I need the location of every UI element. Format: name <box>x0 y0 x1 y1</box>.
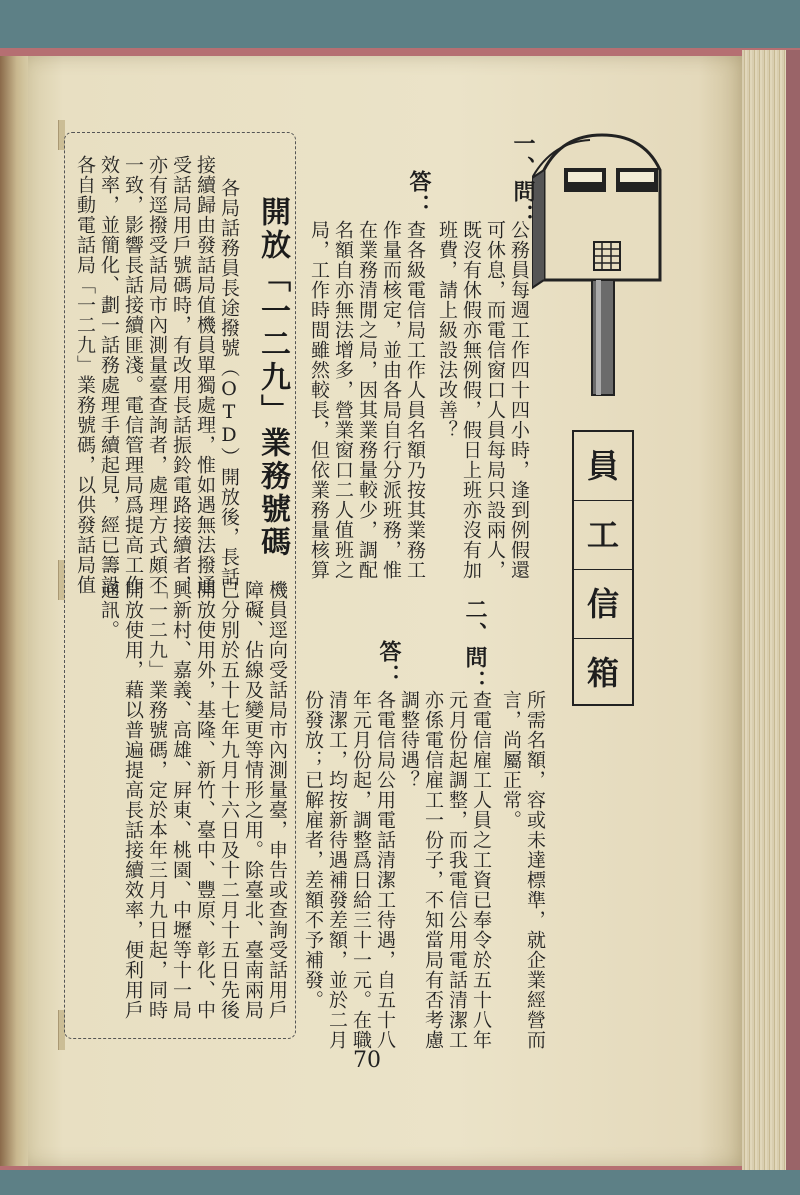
phone-booth-illustration <box>532 130 672 400</box>
text-column: 可休息，而電信窗口人員每局只設兩人， <box>484 220 506 580</box>
text-column: 元月份起調整，而我電信公用電話清潔工 <box>446 690 468 1050</box>
text-column: 調整待遇？ <box>398 690 420 790</box>
text-column: 所需名額，容或未達標準，就企業經營而 <box>524 690 546 1050</box>
text-column: 一致，影響長話接續匪淺。電信管理局爲提高工作 <box>122 155 144 595</box>
text-column: 各自動電話局「一二九」業務號碼，以供發話局值 <box>74 155 96 595</box>
text-column: 亦係電信雇工一份子，不知當局有否考慮 <box>422 690 444 1050</box>
text-column: 障礙、佔線及變更等情形之用。除臺北、臺南兩局 <box>242 580 264 1020</box>
text-column: 公務員每週工作四十四小時，逢到例假還 <box>508 220 530 580</box>
text-column: 接續歸由發話局值機員單獨處理，惟如遇無法撥通 <box>194 155 216 595</box>
book-spine <box>0 56 28 1166</box>
text-column: 開放使用外，基隆、新竹、臺中、豐原、彰化、中 <box>194 580 216 1020</box>
text-column: 通訊。 <box>98 580 120 640</box>
text-column: 既沒有休假亦無例假，假日上班亦沒有加 <box>460 220 482 580</box>
text-column: 效率，並簡化、劃一話務處理手續起見，經已籌設 <box>98 155 120 595</box>
text-column: 名額自亦無法增多，營業窗口二人值班之 <box>332 220 354 580</box>
text-column: 查電信雇工人員之工資已奉令於五十八年 <box>470 690 492 1050</box>
page-number: 70 <box>353 1048 381 1073</box>
text-column: 各電信局公用電話清潔工待遇，自五十八 <box>374 690 396 1050</box>
text-column: 亦有逕撥受話局市內測量臺查詢者，處理方式頗不 <box>146 155 168 595</box>
text-column: 已分別於五十七年九月十六日及十二月十五日先後 <box>218 580 240 1020</box>
text-column: 開放使用，藉以普遍提高長話接續效率，便利用戶 <box>122 580 144 1020</box>
text-column: 機員逕向受話局市內測量臺，申告或查詢受話用戶 <box>266 580 288 1020</box>
text-column: 作量而核定，並由各局自行分派班務，惟 <box>380 220 402 580</box>
column-badge-staff-mailbox <box>572 430 634 706</box>
badge-char: 員 <box>574 432 632 501</box>
text-column: 言，尚屬正常。 <box>500 690 522 830</box>
question-label: 一、問： <box>510 132 536 228</box>
question-label: 二、問： <box>462 598 488 694</box>
text-column: 受話局用戶號碼時，有改用長話振鈴電路接續者， <box>170 155 192 595</box>
text-column: 清潔工，均按新待遇補發差額，並於二月 <box>326 690 348 1050</box>
text-column: 局，工作時間雖然較長，但依業務量核算 <box>308 220 330 580</box>
text-column: 「一二九」業務號碼，定於本年三月九日起，同時 <box>146 580 168 1020</box>
text-column: 查各級電信局工作人員名額乃按其業務工 <box>404 220 426 580</box>
text-column: 興新村、嘉義、高雄、屛東、桃園、中壢等十一局 <box>170 580 192 1020</box>
text-column: 各局話務員長途撥號（OTD）開放後，長話 <box>218 178 240 587</box>
page-edges <box>742 50 800 1170</box>
badge-char: 箱 <box>586 654 619 692</box>
badge-char: 信 <box>574 570 632 639</box>
badge-char: 工 <box>574 501 632 570</box>
text-column: 份發放；已解雇者，差額不予補發。 <box>302 690 324 1010</box>
text-column: 班費，請上級設法改善？ <box>436 220 458 440</box>
answer-label: 答： <box>406 170 432 218</box>
text-column: 在業務清閒之局，因其業務量較少，調配 <box>356 220 378 580</box>
text-column: 年元月份起，調整爲日給三十一元。在職 <box>350 690 372 1050</box>
article-title: 開放「一二九」業務號碼 <box>255 196 290 559</box>
answer-label: 答： <box>376 640 402 688</box>
